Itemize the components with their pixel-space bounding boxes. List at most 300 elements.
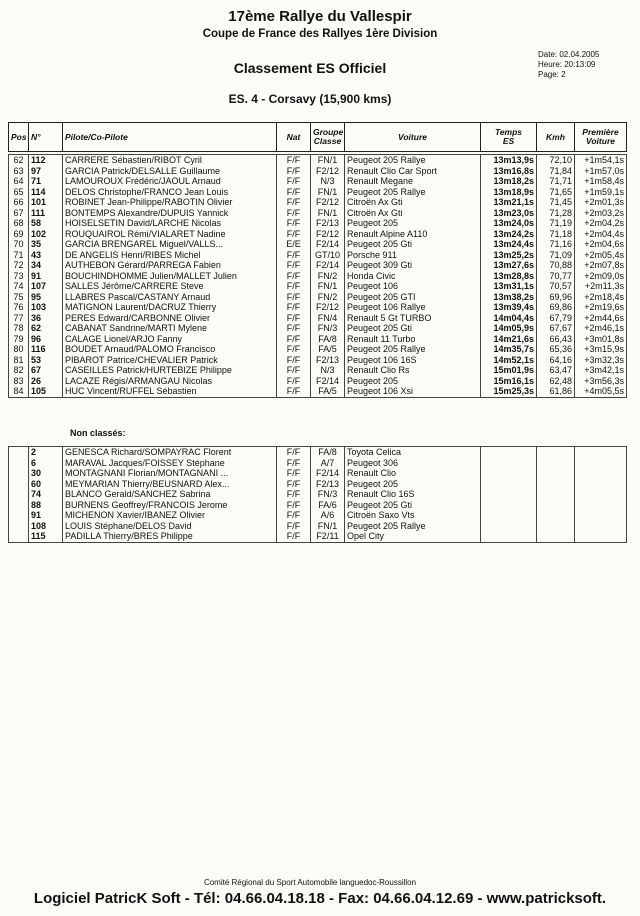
cell-pos (9, 447, 29, 458)
cell-crew: BOUCHINDHOMME Julien/MALLET Julien (63, 271, 277, 282)
cell-gap (575, 468, 627, 479)
cell-crew: DELOS Christophe/FRANCO Jean Louis (63, 187, 277, 198)
cell-time (481, 500, 537, 511)
cell-crew: LACAZE Régis/ARMANGAU Nicolas (63, 376, 277, 387)
cell-time: 13m18,9s (481, 187, 537, 198)
cell-gap: +1m57,0s (575, 166, 627, 177)
cell-nat: F/F (277, 323, 311, 334)
cell-time (481, 458, 537, 469)
cell-time (481, 489, 537, 500)
cell-kmh: 71,84 (537, 166, 575, 177)
cell-crew: HOISELSETIN David/LARCHE Nicolas (63, 218, 277, 229)
cell-crew: ROUQUAIROL Rémi/VIALARET Nadine (63, 229, 277, 240)
cell-nat: F/F (277, 281, 311, 292)
cell-gap (575, 447, 627, 458)
cell-kmh: 67,67 (537, 323, 575, 334)
cell-pos: 72 (9, 260, 29, 271)
cell-group: F2/13 (311, 355, 345, 366)
cell-number: 97 (29, 166, 63, 177)
cell-gap: +2m03,2s (575, 208, 627, 219)
cell-time: 13m24,0s (481, 218, 537, 229)
cell-gap: +2m19,6s (575, 302, 627, 313)
cell-crew: MEYMARIAN Thierry/BEUSNARD Alex... (63, 479, 277, 490)
cell-crew: LLABRES Pascal/CASTANY Arnaud (63, 292, 277, 303)
cell-group: FA/5 (311, 344, 345, 355)
cell-crew: CARRERE Sébastien/RIBOT Cyril (63, 155, 277, 166)
col-nat: Nat (277, 123, 311, 152)
cell-pos: 83 (9, 376, 29, 387)
cell-car: Renault Clio (345, 468, 481, 479)
cell-gap: +1m54,1s (575, 155, 627, 166)
cell-gap: +3m01,8s (575, 334, 627, 345)
cell-kmh: 65,36 (537, 344, 575, 355)
col-kmh: Kmh (537, 123, 575, 152)
cell-nat: F/F (277, 271, 311, 282)
table-row (9, 239, 627, 250)
cell-gap: +2m05,4s (575, 250, 627, 261)
cell-number: 26 (29, 376, 63, 387)
committee-note: Comité Régional du Sport Automobile languedoc-Roussillon (203, 878, 417, 887)
cell-nat: F/F (277, 489, 311, 500)
cell-group: FN/1 (311, 208, 345, 219)
cell-crew: SALLES Jérôme/CARRERE Steve (63, 281, 277, 292)
cell-kmh (537, 500, 575, 511)
cell-pos: 75 (9, 292, 29, 303)
cell-number: 34 (29, 260, 63, 271)
cell-group: FN/3 (311, 489, 345, 500)
cell-time: 13m31,1s (481, 281, 537, 292)
table-row (9, 313, 627, 324)
cell-nat: F/F (277, 344, 311, 355)
cell-time: 14m05,9s (481, 323, 537, 334)
cell-time: 15m01,9s (481, 365, 537, 376)
results-header (8, 122, 627, 152)
cell-time: 15m25,3s (481, 386, 537, 397)
cell-pos: 82 (9, 365, 29, 376)
cell-pos: 80 (9, 344, 29, 355)
cell-pos: 63 (9, 166, 29, 177)
table-row (9, 468, 627, 479)
cell-pos: 66 (9, 197, 29, 208)
cell-pos (9, 500, 29, 511)
cell-car: Renault Clio 16S (345, 489, 481, 500)
cell-pos: 79 (9, 334, 29, 345)
cell-car: Peugeot 106 (345, 281, 481, 292)
cell-gap (575, 479, 627, 490)
cell-car: Peugeot 205 Rallye (345, 155, 481, 166)
cell-gap: +4m05,5s (575, 386, 627, 397)
cell-time: 13m18,2s (481, 176, 537, 187)
cell-group: F2/12 (311, 229, 345, 240)
cell-kmh: 64,16 (537, 355, 575, 366)
cell-pos: 62 (9, 155, 29, 166)
cell-group: N/3 (311, 176, 345, 187)
cell-car: Renault Clio Rs (345, 365, 481, 376)
cell-number: 103 (29, 302, 63, 313)
cell-nat: F/F (277, 531, 311, 542)
cell-pos (9, 458, 29, 469)
cell-kmh: 66,43 (537, 334, 575, 345)
table-row (9, 479, 627, 490)
table-row (9, 365, 627, 376)
table-row (9, 187, 627, 198)
cell-car: Citroën Ax Gti (345, 208, 481, 219)
cell-car: Peugeot 106 Xsi (345, 386, 481, 397)
cell-gap (575, 531, 627, 542)
cell-crew: GENESCA Richard/SOMPAYRAC Florent (63, 447, 277, 458)
cell-kmh (537, 489, 575, 500)
cell-number: 111 (29, 208, 63, 219)
results-body (9, 155, 627, 398)
cell-nat: F/F (277, 510, 311, 521)
col-temps (481, 123, 537, 152)
cell-number: 107 (29, 281, 63, 292)
cell-group: FN/1 (311, 155, 345, 166)
table-row (9, 302, 627, 313)
cell-gap: +2m07,8s (575, 260, 627, 271)
cell-nat: F/F (277, 155, 311, 166)
cell-crew: GARCIA Patrick/DELSALLE Guillaume (63, 166, 277, 177)
cell-group: F2/12 (311, 302, 345, 313)
cell-nat: F/F (277, 365, 311, 376)
cell-group: F2/13 (311, 218, 345, 229)
cell-nat: F/F (277, 334, 311, 345)
cell-nat: F/F (277, 187, 311, 198)
cell-car: Opel City (345, 531, 481, 542)
cell-kmh: 71,18 (537, 229, 575, 240)
cell-time: 13m38,2s (481, 292, 537, 303)
cell-car: Renault Clio Car Sport (345, 166, 481, 177)
col-num: N° (29, 123, 63, 152)
cell-number: 102 (29, 229, 63, 240)
cell-group: FN/1 (311, 521, 345, 532)
table-row (9, 510, 627, 521)
cell-time (481, 510, 537, 521)
cell-group: A/7 (311, 458, 345, 469)
table-row (9, 489, 627, 500)
cell-nat: F/F (277, 468, 311, 479)
cell-nat: F/F (277, 197, 311, 208)
cell-pos: 78 (9, 323, 29, 334)
cell-gap: +3m32,3s (575, 355, 627, 366)
cell-nat: F/F (277, 386, 311, 397)
cell-car: Peugeot 205 Rallye (345, 187, 481, 198)
cell-pos (9, 468, 29, 479)
cell-pos: 65 (9, 187, 29, 198)
cell-kmh: 71,71 (537, 176, 575, 187)
cell-car: Peugeot 106 16S (345, 355, 481, 366)
cell-kmh (537, 521, 575, 532)
cell-time: 13m39,4s (481, 302, 537, 313)
cell-crew: BONTEMPS Alexandre/DUPUIS Yannick (63, 208, 277, 219)
cell-car: Toyota Celica (345, 447, 481, 458)
cell-time (481, 531, 537, 542)
cell-kmh: 71,65 (537, 187, 575, 198)
cell-number: 114 (29, 187, 63, 198)
cell-group: FA/5 (311, 386, 345, 397)
cell-nat: F/F (277, 260, 311, 271)
cell-number: 91 (29, 510, 63, 521)
cell-group: FN/4 (311, 313, 345, 324)
cell-pos: 73 (9, 271, 29, 282)
table-row (9, 229, 627, 240)
table-row (9, 208, 627, 219)
cell-kmh: 67,79 (537, 313, 575, 324)
cell-group: FA/6 (311, 500, 345, 511)
cell-nat: F/F (277, 521, 311, 532)
cell-crew: BURNENS Geoffrey/FRANCOIS Jerome (63, 500, 277, 511)
cell-number: 96 (29, 334, 63, 345)
classement-title: Classement ES Officiel (233, 60, 387, 76)
table-row (9, 386, 627, 397)
table-row (9, 197, 627, 208)
cell-kmh: 72,10 (537, 155, 575, 166)
cell-nat: F/F (277, 292, 311, 303)
col-groupe-line2: Classe (313, 136, 342, 146)
cell-number: 115 (29, 531, 63, 542)
cell-pos (9, 531, 29, 542)
cell-group: N/3 (311, 365, 345, 376)
cell-car: Peugeot 205 Gti (345, 323, 481, 334)
table-row (9, 155, 627, 166)
cell-kmh (537, 479, 575, 490)
cell-crew: CABANAT Sandrine/MARTI Mylene (63, 323, 277, 334)
cell-car: Peugeot 205 Rallye (345, 521, 481, 532)
cell-crew: BLANCO Gerald/SANCHEZ Sabrina (63, 489, 277, 500)
cell-crew: MARAVAL Jacques/FOISSEY Stéphane (63, 458, 277, 469)
cell-crew: GARCIA BRENGAREL Miguel/VALLS... (63, 239, 277, 250)
cell-pos: 69 (9, 229, 29, 240)
cell-car: Peugeot 106 Rallye (345, 302, 481, 313)
cell-time: 13m23,0s (481, 208, 537, 219)
cell-time (481, 447, 537, 458)
cell-gap (575, 521, 627, 532)
cell-nat: F/F (277, 500, 311, 511)
cell-car: Peugeot 205 (345, 376, 481, 387)
cell-gap: +2m46,1s (575, 323, 627, 334)
col-premiere-line1: Première (582, 127, 619, 137)
cell-pos: 64 (9, 176, 29, 187)
cell-time (481, 479, 537, 490)
print-date: Date: 02.04.2005 (538, 50, 600, 59)
cell-gap: +2m18,4s (575, 292, 627, 303)
table-row (9, 531, 627, 542)
table-row (9, 250, 627, 261)
results-table (8, 154, 627, 398)
cell-gap: +1m58,4s (575, 176, 627, 187)
cell-car: Porsche 911 (345, 250, 481, 261)
col-pilote: Pilote/Co-Pilote (63, 123, 277, 152)
cell-group: A/6 (311, 510, 345, 521)
cell-nat: F/F (277, 176, 311, 187)
cell-gap (575, 500, 627, 511)
cell-time: 13m25,2s (481, 250, 537, 261)
cell-group: GT/10 (311, 250, 345, 261)
cell-nat: F/F (277, 218, 311, 229)
cell-number: 62 (29, 323, 63, 334)
cell-nat: F/F (277, 250, 311, 261)
cell-pos: 70 (9, 239, 29, 250)
cell-number: 95 (29, 292, 63, 303)
table-row (9, 323, 627, 334)
cell-time: 13m24,2s (481, 229, 537, 240)
cell-group: F2/14 (311, 376, 345, 387)
cell-group: F2/14 (311, 239, 345, 250)
cell-number: 88 (29, 500, 63, 511)
cell-crew: MICHENON Xavier/IBANEZ Olivier (63, 510, 277, 521)
cell-pos: 81 (9, 355, 29, 366)
cell-kmh: 63,47 (537, 365, 575, 376)
cell-car: Peugeot 205 Gti (345, 500, 481, 511)
cell-pos (9, 510, 29, 521)
cell-gap (575, 458, 627, 469)
cell-pos: 68 (9, 218, 29, 229)
cell-gap: +2m44,6s (575, 313, 627, 324)
cell-gap (575, 510, 627, 521)
cell-car: Renault Alpine A110 (345, 229, 481, 240)
cell-group: F2/12 (311, 197, 345, 208)
cell-nat: F/F (277, 376, 311, 387)
cell-time: 13m21,1s (481, 197, 537, 208)
cell-kmh (537, 447, 575, 458)
cell-pos: 76 (9, 302, 29, 313)
non-classes-body (9, 447, 627, 543)
table-row (9, 521, 627, 532)
cell-number: 91 (29, 271, 63, 282)
cell-car: Peugeot 205 (345, 479, 481, 490)
cell-crew: BOUDET Arnaud/PALOMO Francisco (63, 344, 277, 355)
table-row (9, 500, 627, 511)
print-time: Heure: 20:13:09 (538, 60, 596, 69)
cell-number: 71 (29, 176, 63, 187)
cell-crew: MATIGNON Laurent/DACRUZ Thierry (63, 302, 277, 313)
cell-gap: +1m59,1s (575, 187, 627, 198)
cell-crew: PIBAROT Patrice/CHEVALIER Patrick (63, 355, 277, 366)
col-premiere (575, 123, 627, 152)
cell-pos: 77 (9, 313, 29, 324)
cell-group: FA/8 (311, 334, 345, 345)
cell-car: Peugeot 205 GTI (345, 292, 481, 303)
table-row (9, 260, 627, 271)
col-groupe-line1: Groupe (313, 127, 344, 137)
cell-kmh (537, 458, 575, 469)
cell-crew: CALAGE Lionel/ARJO Fanny (63, 334, 277, 345)
cell-crew: HUC Vincent/RUFFEL Sébastien (63, 386, 277, 397)
cell-crew: ROBINET Jean-Philippe/RABOTIN Olivier (63, 197, 277, 208)
cell-car: Renault Megane (345, 176, 481, 187)
cell-gap: +2m04,2s (575, 218, 627, 229)
cell-number: 2 (29, 447, 63, 458)
cell-time: 14m52,1s (481, 355, 537, 366)
cell-kmh: 61,86 (537, 386, 575, 397)
cell-group: F2/13 (311, 479, 345, 490)
rally-title: 17ème Rallye du Vallespir (228, 8, 412, 25)
cell-time: 14m21,6s (481, 334, 537, 345)
cell-group: F2/11 (311, 531, 345, 542)
table-row (9, 218, 627, 229)
col-temps-line2: ES (502, 136, 515, 146)
table-row (9, 271, 627, 282)
cell-number: 108 (29, 521, 63, 532)
col-premiere-line2: Voiture (586, 136, 615, 146)
cell-gap: +2m11,3s (575, 281, 627, 292)
cell-time (481, 521, 537, 532)
table-row (9, 355, 627, 366)
table-row (9, 281, 627, 292)
cell-car: Citroën Saxo Vts (345, 510, 481, 521)
cell-car: Renault 11 Turbo (345, 334, 481, 345)
cell-group: F2/12 (311, 166, 345, 177)
cell-gap: +3m56,3s (575, 376, 627, 387)
cell-kmh: 62,48 (537, 376, 575, 387)
table-row (9, 334, 627, 345)
cell-pos (9, 489, 29, 500)
cell-kmh (537, 531, 575, 542)
cell-gap: +2m04,4s (575, 229, 627, 240)
cell-crew: CASEILLES Patrick/HURTEBIZE Philippe (63, 365, 277, 376)
cell-time: 13m16,8s (481, 166, 537, 177)
software-footer: Logiciel PatricK Soft - Tél: 04.66.04.18.18 - Fax: 04.66.04.12.69 - www.patricksoft. (33, 890, 607, 907)
col-voiture: Voiture (345, 123, 481, 152)
cell-time: 14m35,7s (481, 344, 537, 355)
cell-gap: +2m09,0s (575, 271, 627, 282)
table-row (9, 166, 627, 177)
cell-kmh: 71,45 (537, 197, 575, 208)
cell-number: 58 (29, 218, 63, 229)
cell-number: 43 (29, 250, 63, 261)
table-row (9, 376, 627, 387)
cell-nat: F/F (277, 313, 311, 324)
cell-kmh: 71,28 (537, 208, 575, 219)
cell-nat: F/F (277, 355, 311, 366)
cell-car: Peugeot 205 (345, 218, 481, 229)
cell-kmh: 70,77 (537, 271, 575, 282)
cell-crew: MONTAGNANI Florian/MONTAGNANI ... (63, 468, 277, 479)
cell-kmh: 69,96 (537, 292, 575, 303)
cell-group: FN/3 (311, 323, 345, 334)
cell-number: 60 (29, 479, 63, 490)
cell-group: FN/1 (311, 281, 345, 292)
cell-time: 13m27,6s (481, 260, 537, 271)
cell-group: FN/2 (311, 271, 345, 282)
table-row (9, 344, 627, 355)
cell-number: 67 (29, 365, 63, 376)
cell-time: 13m24,4s (481, 239, 537, 250)
cell-time: 13m13,9s (481, 155, 537, 166)
cell-pos: 67 (9, 208, 29, 219)
col-groupe (311, 123, 345, 152)
cell-time: 14m04,4s (481, 313, 537, 324)
cell-car: Honda Civic (345, 271, 481, 282)
cell-kmh: 71,16 (537, 239, 575, 250)
cell-pos (9, 479, 29, 490)
cell-kmh: 70,57 (537, 281, 575, 292)
cell-car: Peugeot 309 Gti (345, 260, 481, 271)
cell-pos: 71 (9, 250, 29, 261)
cell-number: 35 (29, 239, 63, 250)
cell-nat: F/F (277, 208, 311, 219)
cell-number: 105 (29, 386, 63, 397)
cell-kmh (537, 510, 575, 521)
cell-number: 116 (29, 344, 63, 355)
cell-time: 13m28,8s (481, 271, 537, 282)
cell-group: F2/14 (311, 260, 345, 271)
cell-number: 74 (29, 489, 63, 500)
cell-kmh (537, 468, 575, 479)
cell-number: 30 (29, 468, 63, 479)
cell-crew: AUTHEBON Gérard/PARREGA Fabien (63, 260, 277, 271)
championship-subtitle: Coupe de France des Rallyes 1ère Division (202, 28, 438, 40)
